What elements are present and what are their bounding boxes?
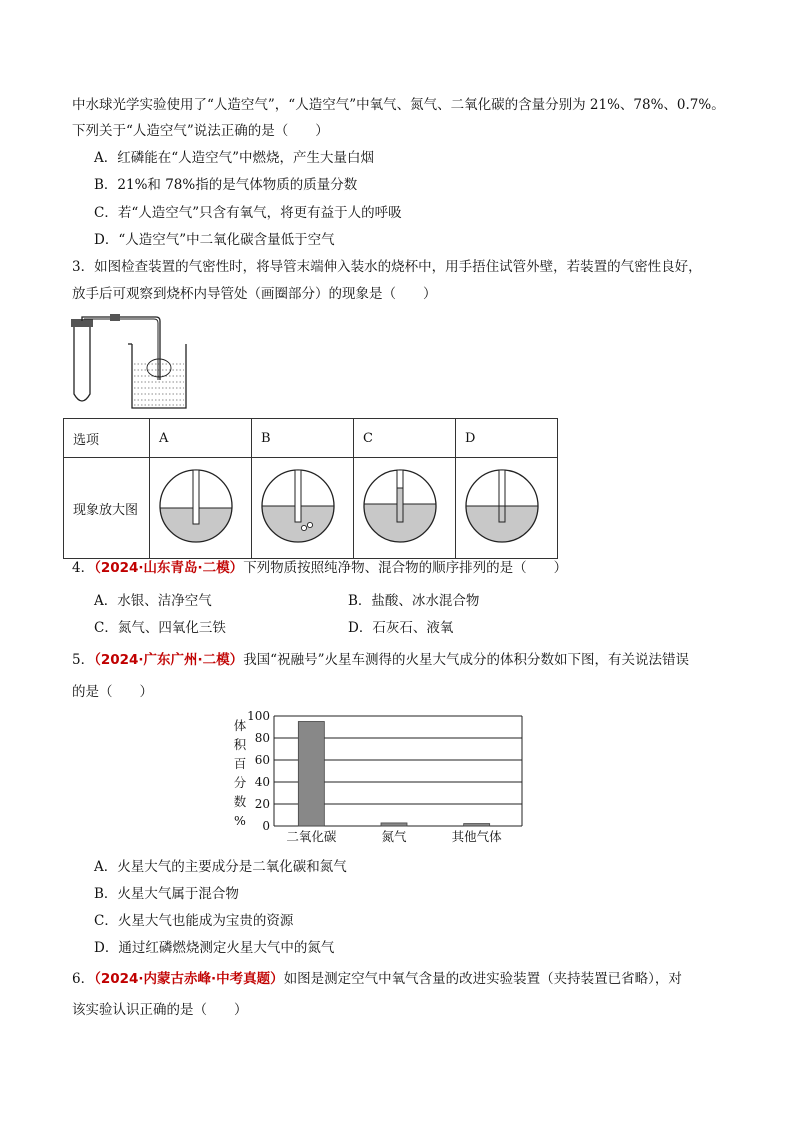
q6-stem-line2: 该实验认识正确的是（ ） (72, 1002, 248, 1018)
q5-source: （2024·广东广州·二模） (94, 652, 244, 668)
y-axis-label-char: 体 (233, 718, 247, 733)
y-axis-label-char: 数 (233, 794, 247, 809)
y-tick-label: 0 (262, 819, 270, 833)
y-axis-label-char: 百 (233, 756, 247, 771)
x-tick-label: 氮气 (381, 829, 407, 844)
q2-option-d: D．“人造空气”中二氧化碳含量低于空气 (94, 232, 335, 248)
q4-option-b: B．盐酸、冰水混合物 (348, 593, 480, 609)
table-row-label: 现象放大图 (64, 458, 150, 559)
q4-option-a: A．水银、洁净空气 (94, 593, 212, 609)
q4-source: （2024·山东青岛·二模） (94, 560, 244, 576)
q4-option-d: D．石灰石、液氧 (348, 620, 454, 636)
q4-option-c: C．氮气、四氧化三铁 (94, 620, 226, 636)
q5-stem (72, 650, 689, 670)
q4-text: 下列物质按照纯净物、混合物的顺序排列的是（ ） (243, 560, 568, 576)
highlight-circle (147, 359, 171, 377)
q5-option-c: C．火星大气也能成为宝贵的资源 (94, 913, 294, 929)
bar (298, 722, 324, 827)
q5-number: 5． (72, 652, 95, 668)
q4-number: 4． (72, 560, 95, 576)
q5-option-a: A．火星大气的主要成分是二氧化碳和氮气 (94, 859, 347, 875)
y-tick-label: 100 (247, 709, 270, 723)
q6-number: 6． (72, 971, 95, 987)
bar (381, 823, 407, 826)
q5-option-d: D．通过红磷燃烧测定火星大气中的氮气 (94, 940, 335, 956)
table-header-b: B (252, 419, 354, 458)
x-tick-label: 其他气体 (451, 829, 502, 844)
q2-option-c: C．若“人造空气”只含有氧气，将更有益于人的呼吸 (94, 205, 402, 221)
q6-source: （2024·内蒙古赤峰·中考真题） (94, 971, 284, 987)
x-tick-label: 二氧化碳 (286, 829, 337, 844)
q5-option-b: B．火星大气属于混合物 (94, 886, 239, 902)
q3-stem-line2: 放手后可观察到烧杯内导管处（画圈部分）的现象是（ ） (72, 286, 437, 302)
table-header-label: 选项 (64, 419, 150, 458)
y-tick-label: 40 (254, 775, 270, 789)
water (134, 364, 184, 405)
y-axis-label-char: % (234, 813, 246, 828)
q2-stem-line2: 下列关于“人造空气”说法正确的是（ ） (72, 123, 329, 139)
y-tick-label: 80 (254, 731, 270, 745)
options-table (63, 418, 558, 559)
delivery-tube (82, 317, 160, 380)
q6-text: 如图是测定空气中氧气含量的改进实验装置（夹持装置已省略），对 (283, 971, 682, 987)
bar (464, 824, 490, 826)
q2-option-b: B．21%和 78%指的是气体物质的质量分数 (94, 177, 358, 193)
table-header-a: A (150, 419, 252, 458)
q5-stem-line2: 的是（ ） (72, 684, 153, 700)
q6-stem (72, 969, 682, 989)
apparatus-figure (62, 308, 192, 414)
option-b-image (252, 458, 354, 559)
q2-option-a: A．红磷能在“人造空气”中燃烧，产生大量白烟 (94, 150, 375, 166)
y-axis-label-char: 分 (233, 775, 247, 790)
option-d-image (456, 458, 558, 559)
y-tick-label: 60 (254, 753, 270, 767)
clamp (110, 314, 120, 321)
y-tick-label: 20 (254, 797, 270, 811)
y-axis-label-char: 积 (233, 737, 247, 752)
table-header-d: D (456, 419, 558, 458)
q4-stem (72, 558, 567, 578)
option-a-image (150, 458, 252, 559)
test-tube (74, 324, 90, 401)
q2-stem-line1: 中水球光学实验使用了“人造空气”，“人造空气”中氧气、氮气、二氧化碳的含量分别为 21%、78%、0.7%。 (72, 97, 725, 113)
chart-svg (232, 706, 532, 846)
q3-stem-line1: 3．如图检查装置的气密性时，将导管末端伸入装水的烧杯中，用手捂住试管外壁，若装置的气密性良好， (72, 259, 702, 275)
mars-atmosphere-chart (232, 706, 532, 850)
q5-text: 我国“祝融号”火星车测得的火星大气成分的体积分数如下图，有关说法错误 (243, 652, 689, 668)
table-header-c: C (354, 419, 456, 458)
option-c-image (354, 458, 456, 559)
